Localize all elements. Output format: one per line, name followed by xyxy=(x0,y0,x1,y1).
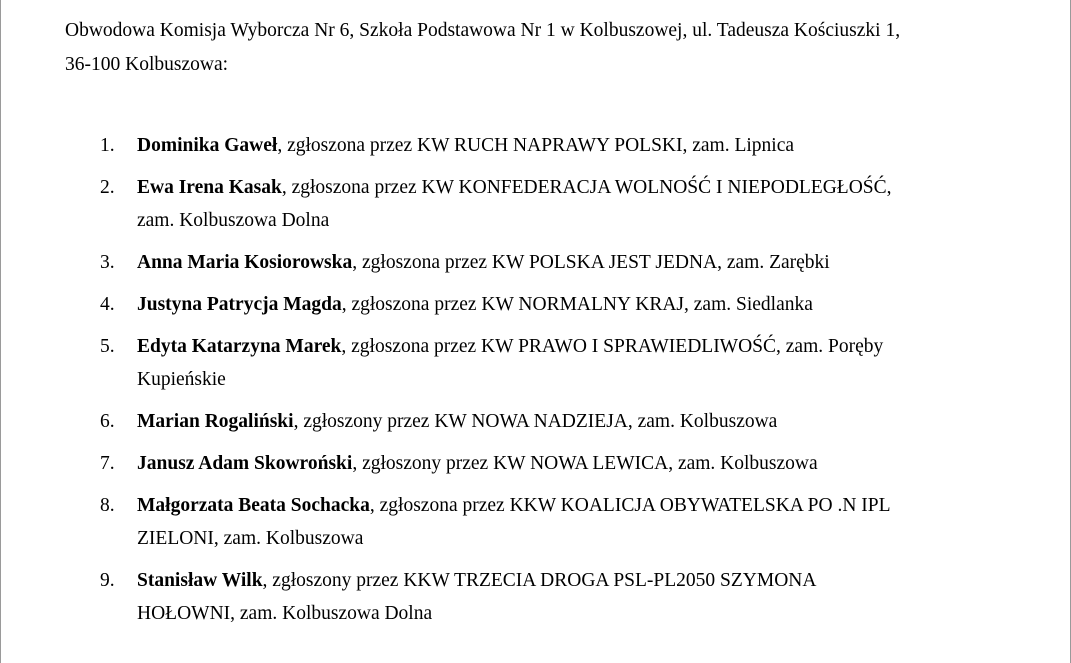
candidate-details: , zgłoszona przez KW KONFEDERACJA WOLNOŚĆ I NIEPODLEGŁOŚĆ, xyxy=(281,177,892,198)
item-number: 4. xyxy=(100,294,115,315)
candidate-details: , zgłoszona przez KW POLSKA JEST JEDNA, zam. Zarębki xyxy=(352,252,830,273)
candidate-details: , zgłoszony przez KKW TRZECIA DROGA PSL-PL2050 SZYMONA xyxy=(262,570,817,591)
item-number: 5. xyxy=(100,336,115,357)
candidate-details: , zgłoszona przez KW NORMALNY KRAJ, zam. Siedlanka xyxy=(341,294,813,315)
list-item xyxy=(0,171,1071,237)
candidate-details: , zgłoszony przez KW NOWA LEWICA, zam. Kolbuszowa xyxy=(352,453,818,474)
item-number: 7. xyxy=(100,453,115,474)
list-item xyxy=(0,288,1071,321)
item-number: 3. xyxy=(100,252,115,273)
item-number: 6. xyxy=(100,411,115,432)
candidate-name: Stanisław Wilk xyxy=(137,570,263,591)
item-number: 2. xyxy=(100,177,115,198)
candidate-details-continued: ZIELONI, zam. Kolbuszowa xyxy=(137,528,364,549)
candidate-details: , zgłoszona przez KKW KOALICJA OBYWATELSKA PO .N IPL xyxy=(369,495,891,516)
list-item xyxy=(0,246,1071,279)
candidate-name: Małgorzata Beata Sochacka xyxy=(137,495,370,516)
candidate-details-continued: HOŁOWNI, zam. Kolbuszowa Dolna xyxy=(137,603,433,624)
candidate-details-continued: zam. Kolbuszowa Dolna xyxy=(137,210,330,231)
candidate-details: , zgłoszony przez KW NOWA NADZIEJA, zam. Kolbuszowa xyxy=(293,411,778,432)
item-number: 1. xyxy=(100,135,115,156)
candidate-name: Ewa Irena Kasak xyxy=(137,177,282,198)
item-number: 8. xyxy=(100,495,115,516)
item-number: 9. xyxy=(100,570,115,591)
list-item xyxy=(0,489,1071,555)
list-item xyxy=(0,330,1071,396)
address-line-1: Obwodowa Komisja Wyborcza Nr 6, Szkoła Podstawowa Nr 1 w Kolbuszowej, ul. Tadeusza Kościuszki 1, xyxy=(65,20,901,41)
list-item xyxy=(0,405,1071,438)
address-line-2: 36-100 Kolbuszowa: xyxy=(65,54,229,75)
candidate-name: Justyna Patrycja Magda xyxy=(137,294,342,315)
candidate-list xyxy=(0,129,1071,639)
candidate-name: Dominika Gaweł xyxy=(137,135,278,156)
candidate-details: , zgłoszona przez KW RUCH NAPRAWY POLSKI, zam. Lipnica xyxy=(277,135,795,156)
candidate-name: Anna Maria Kosiorowska xyxy=(137,252,353,273)
list-item xyxy=(0,564,1071,630)
candidate-details-continued: Kupieńskie xyxy=(137,369,226,390)
list-item xyxy=(0,447,1071,480)
list-item xyxy=(0,129,1071,162)
candidate-details: , zgłoszona przez KW PRAWO I SPRAWIEDLIWOŚĆ, zam. Poręby xyxy=(341,336,884,357)
candidate-name: Janusz Adam Skowroński xyxy=(137,453,353,474)
candidate-name: Edyta Katarzyna Marek xyxy=(137,336,342,357)
commission-address xyxy=(65,14,1025,82)
candidate-name: Marian Rogaliński xyxy=(137,411,294,432)
